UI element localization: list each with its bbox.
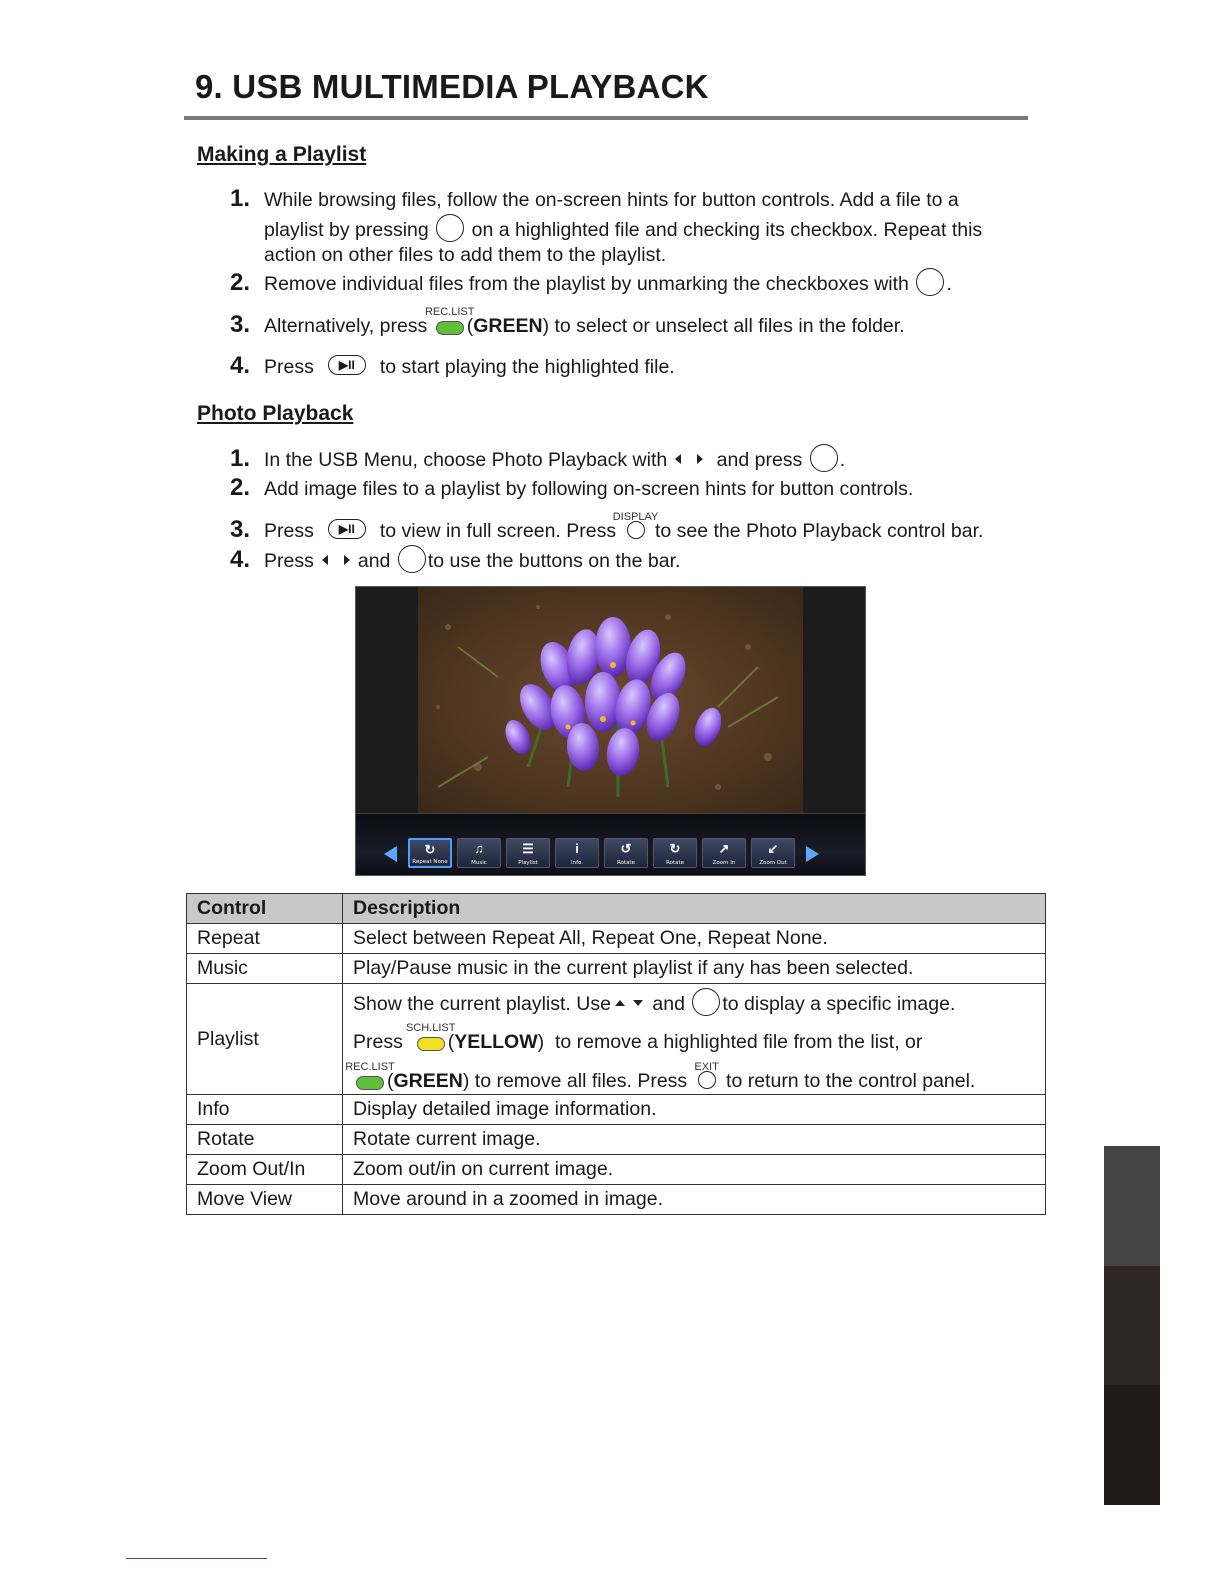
item-text: While browsing files, follow the on-screen hints for button controls. Add a file to a <box>264 189 959 211</box>
key-label: SCH.LIST <box>405 1022 456 1034</box>
left-arrow-icon <box>322 555 328 565</box>
enter-button-icon <box>916 268 944 296</box>
description-cell: Play/Pause music in the current playlist if any has been selected. <box>343 954 1046 984</box>
control-bar-button[interactable] <box>457 838 501 868</box>
control-cell: Info <box>187 1095 343 1125</box>
item-number: 1. <box>230 445 251 472</box>
green-button-icon <box>436 321 464 335</box>
item-number: 4. <box>230 546 251 573</box>
control-cell: Repeat <box>187 924 343 954</box>
control-bar-button[interactable] <box>604 838 648 868</box>
right-arrow-icon <box>344 555 350 565</box>
play-pause-button-icon: ▶II <box>328 355 366 375</box>
green-button-icon <box>356 1076 384 1090</box>
side-tab <box>1104 1385 1160 1505</box>
key-label: REC.LIST <box>345 1061 395 1073</box>
item-number: 4. <box>230 352 251 379</box>
control-bar-button-label: Repeat None <box>412 859 448 865</box>
control-bar-button-label: Playlist <box>518 860 538 866</box>
page-title: 9. USB MULTIMEDIA PLAYBACK <box>195 68 709 105</box>
item-text: Remove individual files from the playlist by unmarking the checkboxes with . <box>264 271 952 299</box>
item-number: 2. <box>230 474 251 501</box>
previous-arrow-icon[interactable] <box>384 846 397 862</box>
description-cell: Select between Repeat All, Repeat One, Repeat None. <box>343 924 1046 954</box>
control-bar-button-label: Info. <box>570 860 584 866</box>
enter-button-icon <box>436 214 464 242</box>
item-text: Press and to use the buttons on the bar. <box>264 548 680 576</box>
down-arrow-icon <box>633 1000 643 1006</box>
zoom-out-icon: ↙ <box>767 841 779 856</box>
control-cell: Zoom Out/In <box>187 1155 343 1185</box>
control-bar-button-label: Music <box>471 860 487 866</box>
side-tab <box>1104 1146 1160 1266</box>
control-bar-button[interactable] <box>506 838 550 868</box>
description-cell <box>343 984 1046 1095</box>
photo-playback-screenshot <box>355 586 866 876</box>
enter-button-icon <box>398 545 426 573</box>
table-row <box>187 924 1046 954</box>
control-bar-button[interactable] <box>751 838 795 868</box>
yellow-button-icon <box>417 1037 445 1051</box>
next-arrow-icon[interactable] <box>806 846 819 862</box>
control-bar-button[interactable] <box>555 838 599 868</box>
item-text: Add image files to a playlist by following on-screen hints for button controls. <box>264 478 914 500</box>
control-bar-button[interactable] <box>408 838 452 868</box>
zoom-in-icon: ↗ <box>718 841 730 856</box>
description-cell: Rotate current image. <box>343 1125 1046 1155</box>
playlist-icon: ☰ <box>522 841 534 856</box>
exit-button-icon <box>698 1071 716 1089</box>
column-header: Description <box>343 894 1046 924</box>
control-bar-button[interactable] <box>653 838 697 868</box>
table-row <box>187 954 1046 984</box>
enter-button-icon <box>692 988 720 1016</box>
item-text: playlist by pressing on a highlighted file and checking its checkbox. Repeat this <box>264 217 982 245</box>
control-table <box>186 893 1046 1215</box>
control-bar-button-label: Rotate <box>616 860 635 866</box>
control-bar-button-label: Zoom In <box>712 860 736 866</box>
item-text: In the USB Menu, choose Photo Playback with and press . <box>264 447 845 475</box>
control-cell: Playlist <box>187 984 343 1095</box>
control-bar-button[interactable] <box>702 838 746 868</box>
item-text: Alternatively, press REC.LIST (GREEN) to select or unselect all files in the folder. <box>264 313 905 340</box>
table-row <box>187 1125 1046 1155</box>
title-divider <box>184 116 1028 120</box>
item-number: 2. <box>230 269 251 296</box>
control-bar-button-label: Rotate <box>665 860 684 866</box>
control-bar-button-label: Zoom Out <box>759 860 787 866</box>
display-button-icon <box>627 521 645 539</box>
up-arrow-icon <box>615 1000 625 1006</box>
description-line: Press SCH.LIST (YELLOW) to remove a highlighted file from the list, or <box>353 1022 1045 1063</box>
control-cell: Rotate <box>187 1125 343 1155</box>
column-header: Control <box>187 894 343 924</box>
rotate-left-icon: ↺ <box>620 841 632 856</box>
description-cell: Display detailed image information. <box>343 1095 1046 1125</box>
item-number: 3. <box>230 516 251 543</box>
rotate-right-icon: ↻ <box>669 841 681 856</box>
table-row <box>187 984 1046 1095</box>
repeat-icon: ↻ <box>424 842 436 857</box>
crocus-flowers-photo <box>418 587 803 813</box>
side-tab <box>1104 1266 1160 1386</box>
photo-control-bar <box>356 813 865 876</box>
making-playlist-heading: Making a Playlist <box>197 143 367 166</box>
right-arrow-icon <box>697 454 703 464</box>
item-text: action on other files to add them to the playlist. <box>264 244 667 266</box>
control-cell: Music <box>187 954 343 984</box>
left-arrow-icon <box>675 454 681 464</box>
description-line: REC.LIST (GREEN) to remove all files. Press EXIT to return to the control panel. <box>353 1063 1045 1094</box>
description-cell: Zoom out/in on current image. <box>343 1155 1046 1185</box>
control-cell: Move View <box>187 1185 343 1215</box>
photo-playback-heading: Photo Playback <box>197 402 354 425</box>
table-row <box>187 1095 1046 1125</box>
item-text: Press ▶II to view in full screen. Press DISPLAY to see the Photo Playback control bar. <box>264 518 983 545</box>
item-text: Press ▶II to start playing the highlighted file. <box>264 356 675 378</box>
table-row <box>187 1155 1046 1185</box>
info-icon: i <box>575 841 579 856</box>
description-cell: Move around in a zoomed in image. <box>343 1185 1046 1215</box>
key-label: REC.LIST <box>424 306 475 318</box>
footer-line <box>126 1558 267 1559</box>
music-icon: ♫ <box>474 841 484 856</box>
description-line: Show the current playlist. Use and to display a specific image. <box>353 984 1045 1022</box>
key-label: DISPLAY <box>612 511 659 523</box>
enter-button-icon <box>810 444 838 472</box>
item-number: 3. <box>230 311 251 338</box>
item-number: 1. <box>230 185 251 212</box>
table-header-row <box>187 894 1046 924</box>
play-pause-button-icon: ▶II <box>328 519 366 539</box>
table-row <box>187 1185 1046 1215</box>
key-label: EXIT <box>694 1061 719 1073</box>
